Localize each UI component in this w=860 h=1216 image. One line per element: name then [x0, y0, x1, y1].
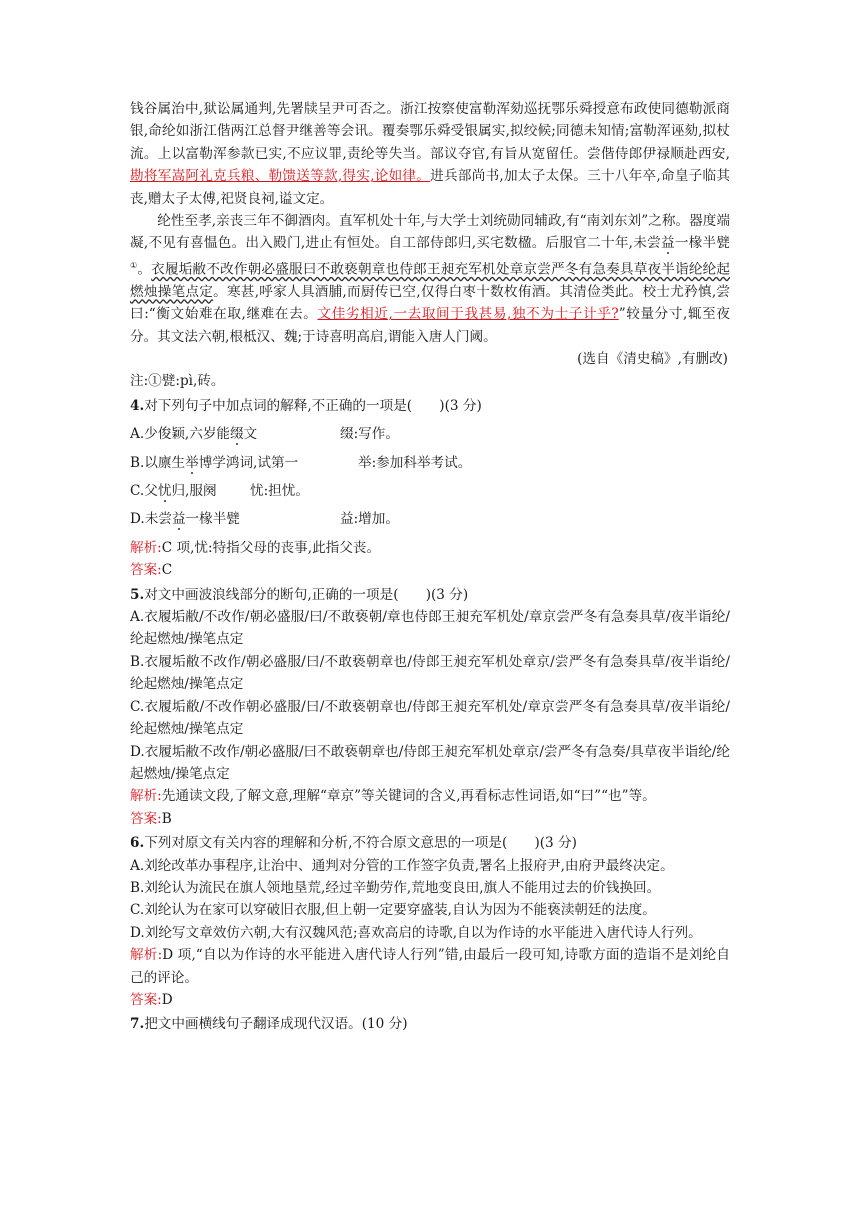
analysis-label: 解析: — [130, 539, 162, 556]
question-stem: 对文中画波浪线部分的断句,正确的一项是( )(3 分) — [144, 586, 469, 603]
passage-text: 。 — [137, 261, 152, 278]
source-citation: (选自《清史稿》,有删改) — [577, 351, 728, 367]
passage-text: 。寒甚,呼家人具酒脯,而厨传已空,仅得白枣十数枚侑酒。其清俭类此。校士尤矜慎,尝曰:“衡文始难在取,继难在去。 — [130, 283, 730, 323]
dotted-word: 益 — [660, 235, 675, 252]
question-number: 5. — [130, 586, 145, 603]
dotted-word: 举 — [185, 454, 199, 471]
question-6 — [130, 832, 730, 1011]
question-number: 4. — [130, 397, 145, 414]
option-d: D.衣履垢敝不改作/朝必盛服/曰不敢亵朝章也/侍郎王昶充军机处章京/尝严冬有急奏/具草夜半诣纶/纶起燃烛/操笔点定 — [130, 743, 730, 782]
underlined-sentence-2: 文佳劣相近,一去取间于我甚易,独不为士子计乎? — [317, 306, 619, 323]
answer-label: 答案: — [130, 991, 162, 1008]
question-stem: 把文中画横线句子翻译成现代汉语。(10 分) — [144, 1016, 408, 1033]
option-text: 归,服阕 — [171, 483, 217, 500]
option-a: A.衣履垢敝/不改作/朝必盛服/曰/不敢亵朝/章也侍郎王昶充军机处/章京尝严冬有急奏具草/夜半诣纶/纶起燃烛/操笔点定 — [130, 609, 730, 648]
option-text: D.未尝 — [130, 511, 172, 528]
question-5 — [130, 584, 730, 830]
option-gloss: 益:增加。 — [340, 511, 399, 528]
option-text: B.以廪生 — [130, 454, 186, 471]
answer-value: C — [161, 562, 173, 579]
option-c: C.刘纶认为在家可以穿破旧衣服,但上朝一定要穿盛装,自认为因为不能亵渎朝廷的法度。 — [130, 902, 656, 919]
option-text: C.父 — [130, 483, 158, 500]
option-d: D.刘纶写文章效仿六朝,大有汉魏风范;喜欢高启的诗歌,自以为作诗的水平能进入唐代诗人行列。 — [130, 924, 702, 941]
option-text: 博学鸿词,试第一 — [198, 454, 299, 471]
option-a: A.刘纶改革办事程序,让治中、通判对分管的工作签字负责,署名上报府尹,由府尹最终决定。 — [130, 857, 674, 874]
question-7 — [130, 1013, 730, 1035]
option-b: B.刘纶认为流民在旗人领地垦荒,经过辛勤劳作,荒地变良田,旗人不能用过去的价钱换回。 — [130, 879, 661, 896]
answer-label: 答案: — [130, 562, 162, 579]
option-text: A.少俊颖,六岁能 — [130, 426, 231, 443]
passage-text: 钱谷属治中,狱讼属通判,先署牍呈尹可否之。浙江按察使富勒浑劾巡抚鄂乐舜授意布政使同德勒派商银,命纶如浙江偕两江总督尹继善等会讯。覆奏鄂乐舜受银属实,拟绞候;同德未知情;富勒浑诬劾,拟杖流。上以富勒浑参款已实,不应议罪,责纶等失当。部议夺官,有旨从宽留任。尝偕侍郎伊禄顺赴西安, — [130, 101, 730, 162]
option-a — [130, 423, 730, 445]
option-gloss: 举:参加科举考试。 — [358, 454, 472, 471]
answer-label: 答案: — [130, 810, 162, 827]
footnote: 注:①甓:pì,砖。 — [130, 373, 225, 390]
analysis-label: 解析: — [130, 947, 163, 964]
option-c — [130, 480, 730, 502]
underlined-sentence-1: 勘将军嵩阿礼克兵粮、勒馈送等款,得实,论如律。 — [130, 168, 431, 185]
analysis-label: 解析: — [130, 788, 162, 805]
answer-value: D — [161, 991, 173, 1008]
passage-paragraph-2 — [130, 210, 730, 348]
analysis-text: 先通读文段,了解文意,理解“章京”等关键词的含义,再看标志性词语,如“曰”“也”等。 — [161, 788, 656, 805]
analysis-text: C 项,忧:特指父母的丧事,此指父丧。 — [161, 539, 381, 556]
passage-text: 一椽半甓 — [674, 235, 731, 252]
question-stem: 下列对原文有关内容的理解和分析,不符合原文意思的一项是( )(3 分) — [144, 835, 577, 852]
question-number: 6. — [130, 835, 145, 852]
option-text: 文 — [243, 426, 258, 443]
answer-value: B — [161, 810, 172, 827]
passage-text: 纶性至孝,亲丧三年不御酒肉。直军机处十年,与大学士刘统勋同辅政,有“南刘东刘”之称。器度端凝,不见有喜愠色。出入殿门,进止有恒处。自工部侍郎归,买宅数楹。后服官二十年,未尝 — [130, 213, 730, 252]
option-text: 一椽半甓 — [185, 511, 240, 528]
option-gloss: 缀:写作。 — [340, 426, 399, 443]
footnote-marker: ① — [130, 260, 138, 270]
passage-text: 进兵部尚书,加太子太保。三十八年卒,命皇子临其丧,赠太子太傅,祀贤良祠,谥文定。 — [130, 168, 731, 207]
question-number: 7. — [130, 1016, 145, 1033]
option-b: B.衣履垢敝不改作/朝必盛服/曰/不敢亵朝章也/侍郎王昶充军机处章京/尝严冬有急奏具草/夜半诣纶/纶起燃烛/操笔点定 — [130, 653, 730, 693]
analysis-text: D 项,“自以为作诗的水平能进入唐代诗人行列”错,由最后一段可知,诗歌方面的造诣不是刘纶自己的评论。 — [130, 947, 730, 986]
dotted-word: 缀 — [230, 426, 244, 443]
dotted-word: 益 — [171, 511, 186, 528]
option-d — [130, 508, 730, 530]
passage-text: ”较量分寸,辄至夜分。其文法六朝,根柢汉、魏;于诗喜明高启,谓能入唐人门阈。 — [130, 306, 730, 345]
option-b — [130, 452, 730, 474]
option-gloss: 忧:担忧。 — [250, 483, 309, 500]
question-stem: 对下列句子中加点词的解释,不正确的一项是( )(3 分) — [144, 397, 482, 414]
passage-paragraph-1 — [130, 98, 730, 210]
question-4 — [130, 395, 730, 582]
wavy-underlined-passage: 衣履垢敝不改作朝必盛服曰不敢亵朝章也侍郎王昶充军机处章京尝严冬有急奏具草夜半诣纶纶起燃烛操笔点定 — [130, 261, 731, 300]
document-page — [130, 98, 730, 1036]
dotted-word: 忧 — [157, 483, 172, 500]
option-c: C.衣履垢敝/不改作朝必盛服/曰/不敢亵朝章也/侍郎王昶充军机处/章京尝严冬有急奏具草/夜半诣纶/纶起燃烛/操笔点定 — [130, 698, 730, 738]
